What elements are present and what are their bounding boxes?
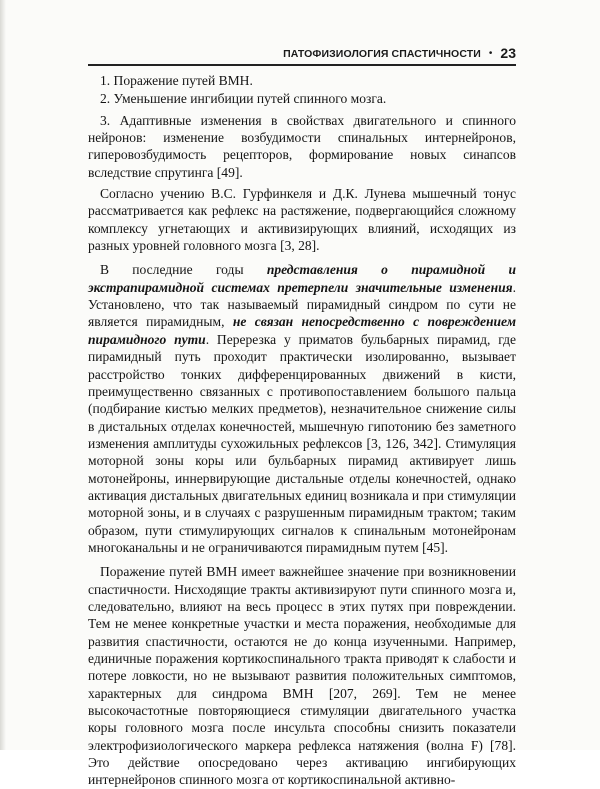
paragraph-pyramidal-system: [88, 261, 516, 556]
paragraph-umn-lesion: [88, 563, 516, 788]
paragraph-text: 1. Поражение путей ВМН.: [100, 73, 253, 88]
paragraph-text: . Установлено, что так называемый пирамидный синдром по сути не является пирамидным,: [88, 279, 516, 330]
header-title: ПАТОФИЗИОЛОГИЯ СПАСТИЧНОСТИ: [283, 48, 481, 60]
emphasized-text: представления о пирамидной и экстрапирамидной системах претерпели значительные изменения: [88, 262, 517, 295]
header-bullet: •: [488, 48, 493, 59]
paragraph-text: 2. Уменьшение ингибиции путей спинного мозга.: [100, 91, 387, 107]
paragraph-text: Согласно учению В.С. Гурфинкеля и Д.К. Лунева мышечный тонус рассматривается как рефлекс на растяжение, подвергающийся сложному комплексу угнетающих и активизирующих влияний, исходящих из разных уровней головного мозга [3, 28].: [88, 186, 516, 254]
page-edge-shadow: [0, 0, 6, 750]
paragraph-list-item-2: [88, 90, 516, 107]
running-header: [88, 40, 516, 66]
page-number: 23: [500, 45, 516, 61]
paragraph-muscle-tone: [88, 185, 516, 254]
paragraph-text: . Перерезка у приматов бульбарных пирамид, где пирамидный путь проходит практически изолированно, вызывает расстройство тонких дифференцированных движений в кисти, преимущественно связанных с противопоставлением большого пальца (подбирание кистью мелких предметов), незначительное снижение силы в дистальных отделах конечностей, мышечную гипотонию без заметного изменения амплитуды сухожильных рефлексов [3, 126, 342]. Стимуляция моторной зоны коры или бульбарных пирамид активирует лишь мотонейроны, иннервирующие дистальные отделы конечностей, однако активация дистальных двигательных единиц возникала и при стимуляции моторной зоны, и в случаях с разрушенным пирамидным трактом; таким образом, пути стимулирующих сигналов к спинальным мотонейронам многоканальны и не ограничиваются пирамидным путем [45].: [88, 331, 516, 555]
body-text: [88, 72, 516, 789]
paragraph-list-item-1: [88, 72, 516, 89]
paragraph-text: Поражение путей ВМН имеет важнейшее значение при возникновении спастичности. Нисходящие тракты активизируют пути спинного мозга и, следовательно, влияют на весь процесс в этих путях при повреждении. Тем не менее конкретные участки и места поражения, необходимые для развития спастичности, остаются не до конца изученными. Например, единичные поражения кортикоспинального тракта приводят к слабости и потере ловкости, но не вызывают развития положительных симптомов, характерных для синдрома ВМН [207, 269]. Тем не менее высокочастотные повторяющиеся стимуляции двигательного участка коры головного мозга после инсульта способны снизить показатели электрофизиологического маркера рефлекса натяжения (волна F) [78]. Это действие опосредовано через активацию ингибирующих интернейронов спинного мозга от кортикоспинальной активно-: [88, 564, 516, 788]
paragraph-text: В последние годы: [100, 262, 267, 278]
emphasized-text: не связан непосредственно с повреждением пирамидного пути: [88, 314, 517, 347]
paragraph-text: 3. Адаптивные изменения в свойствах двигательного и спинного нейронов: изменение возбудимости спинальных интернейронов, гиперовозбудимость рецепторов, формирование новых синапсов вследствие спрутинга [49].: [88, 112, 516, 180]
paragraph-list-item-3: [88, 112, 516, 181]
